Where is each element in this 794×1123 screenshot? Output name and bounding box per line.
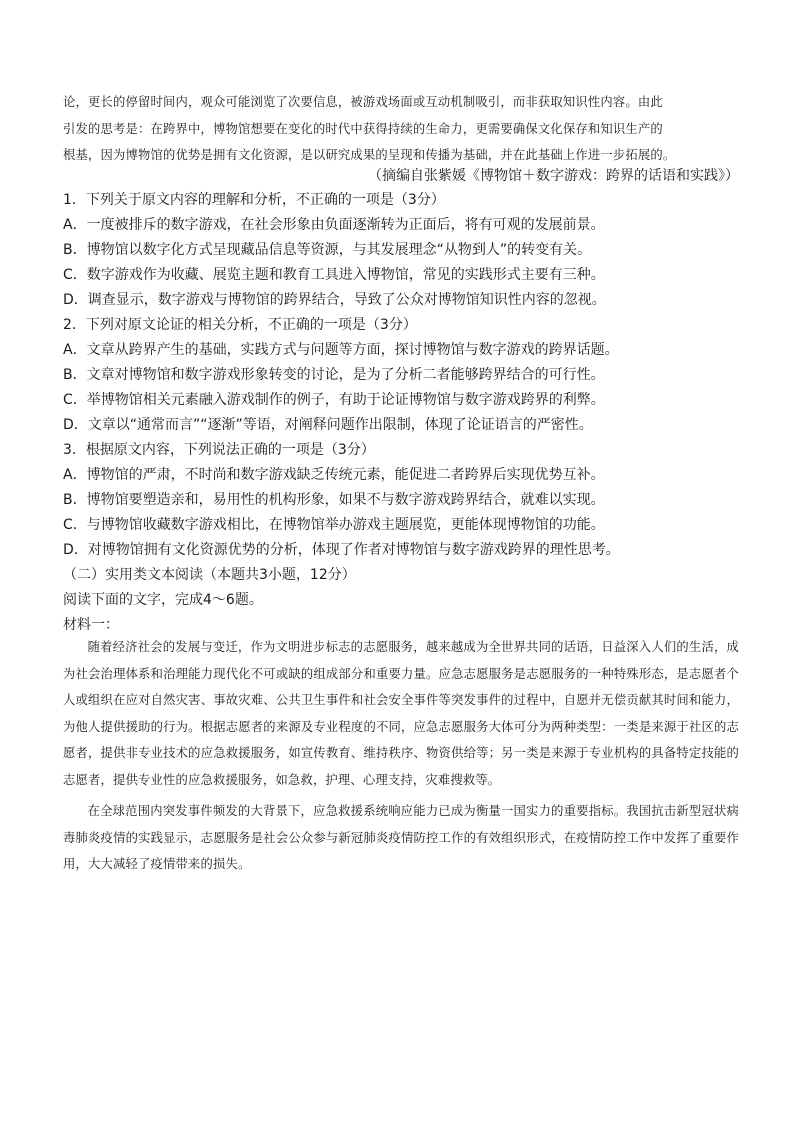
material-paragraph: 随着经济社会的发展与变迁，作为文明进步标志的志愿服务，越来越成为全世界共同的话语，日益深入人们的生活，成为社会治理体系和治理能力现代化不可或缺的组成部分和重要力量。应急志愿服务是志愿服务的一种特殊形态，是志愿者个人或组织在应对自然灾害、事故灾难、公共卫生事件和社会安全事件等突发事件的过程中，自愿并无偿贡献其时间和能力，为他人提供援助的行为。根据志愿者的来源及专业程度的不同，应急志愿服务大体可分为两种类型：一类是来源于社区的志愿者，提供非专业技术的应急救援服务，如宣传教育、维持秩序、物资供给等；另一类是来源于专业机构的具备特定技能的志愿者，提供专业性的应急救援服务，如急救，护理、心理支持，灾难搜救等。 (63, 640, 739, 787)
reading-passage-ending (63, 89, 739, 169)
question-2-option-c: C．举博物馆相关元素融入游戏制作的例子，有助于论证博物馆与数字游戏跨界的利弊。 (63, 392, 605, 408)
passage-source: （摘编自张紫媛《博物馆＋数字游戏：跨界的话语和实践》） (368, 168, 739, 184)
section-instruction: 阅读下面的文字，完成4～6题。 (63, 592, 263, 608)
passage-line: 引发的思考是：在跨界中，博物馆想要在变化的时代中获得持续的生命力，更需要确保文化保存和知识生产的 (63, 121, 663, 136)
question-1-option-c: C．数字游戏作为收藏、展览主题和教育工具进入博物馆，常见的实践形式主要有三种。 (63, 267, 605, 283)
question-2-option-a: A．文章从跨界产生的基础，实践方式与问题等方面，探讨博物馆与数字游戏的跨界话题。 (63, 342, 619, 358)
question-1-option-a: A．一度被排斥的数字游戏，在社会形象由负面逐渐转为正面后，将有可观的发展前景。 (63, 217, 605, 233)
question-block (63, 188, 739, 638)
question-3-stem: 3．根据原文内容，下列说法正确的一项是（3分） (63, 442, 375, 458)
question-2-stem: 2．下列对原文论证的相关分析，不正确的一项是（3分） (63, 317, 417, 333)
material-label: 材料一： (63, 617, 119, 633)
question-1-option-d: D．调查显示，数字游戏与博物馆的跨界结合，导致了公众对博物馆知识性内容的忽视。 (63, 292, 606, 308)
section-heading: （二）实用类文本阅读（本题共3小题，12分） (63, 567, 356, 583)
question-1-option-b: B．博物馆以数字化方式呈现藏品信息等资源，与其发展理念“从物到人”的转变有关。 (63, 242, 592, 258)
passage-line: 根基，因为博物馆的优势是拥有文化资源，是以研究成果的呈现和传播为基础，并在此基础上作进一步拓展的。 (63, 148, 676, 162)
passage-line: 论，更长的停留时间内，观众可能浏览了次要信息，被游戏场面或互动机制吸引，而非获取知识性内容。由此 (63, 95, 663, 109)
material-one-text (63, 634, 739, 878)
question-2-option-b: B．文章对博物馆和数字游戏形象转变的讨论，是为了分析二者能够跨界结合的可行性。 (63, 367, 605, 383)
question-3-option-a: A．博物馆的严肃，不时尚和数字游戏缺乏传统元素，能促进二者跨界后实现优势互补。 (63, 467, 605, 483)
question-3-option-d: D．对博物馆拥有文化资源优势的分析，体现了作者对博物馆与数字游戏跨界的理性思考。 (63, 542, 620, 558)
material-paragraph: 在全球范围内突发事件频发的大背景下，应急救援系统响应能力已成为衡量一国实力的重要指标。我国抗击新型冠状病毒肺炎疫情的实践显示，志愿服务是社会公众参与新冠肺炎疫情防控工作的有效组织形式，在疫情防控工作中发挥了重要作用，大大减轻了疫情带来的损失。 (63, 804, 739, 871)
question-1-stem: 1．下列关于原文内容的理解和分析，不正确的一项是（3分） (63, 192, 445, 208)
question-3-option-c: C．与博物馆收藏数字游戏相比，在博物馆举办游戏主题展览，更能体现博物馆的功能。 (63, 517, 605, 533)
question-2-option-d: D．文章以“通常而言”“逐渐”等语，对阐释问题作出限制，体现了论证语言的严密性。 (63, 417, 593, 433)
question-3-option-b: B．博物馆要塑造亲和，易用性的机构形象，如果不与数字游戏跨界结合，就难以实现。 (63, 492, 605, 508)
